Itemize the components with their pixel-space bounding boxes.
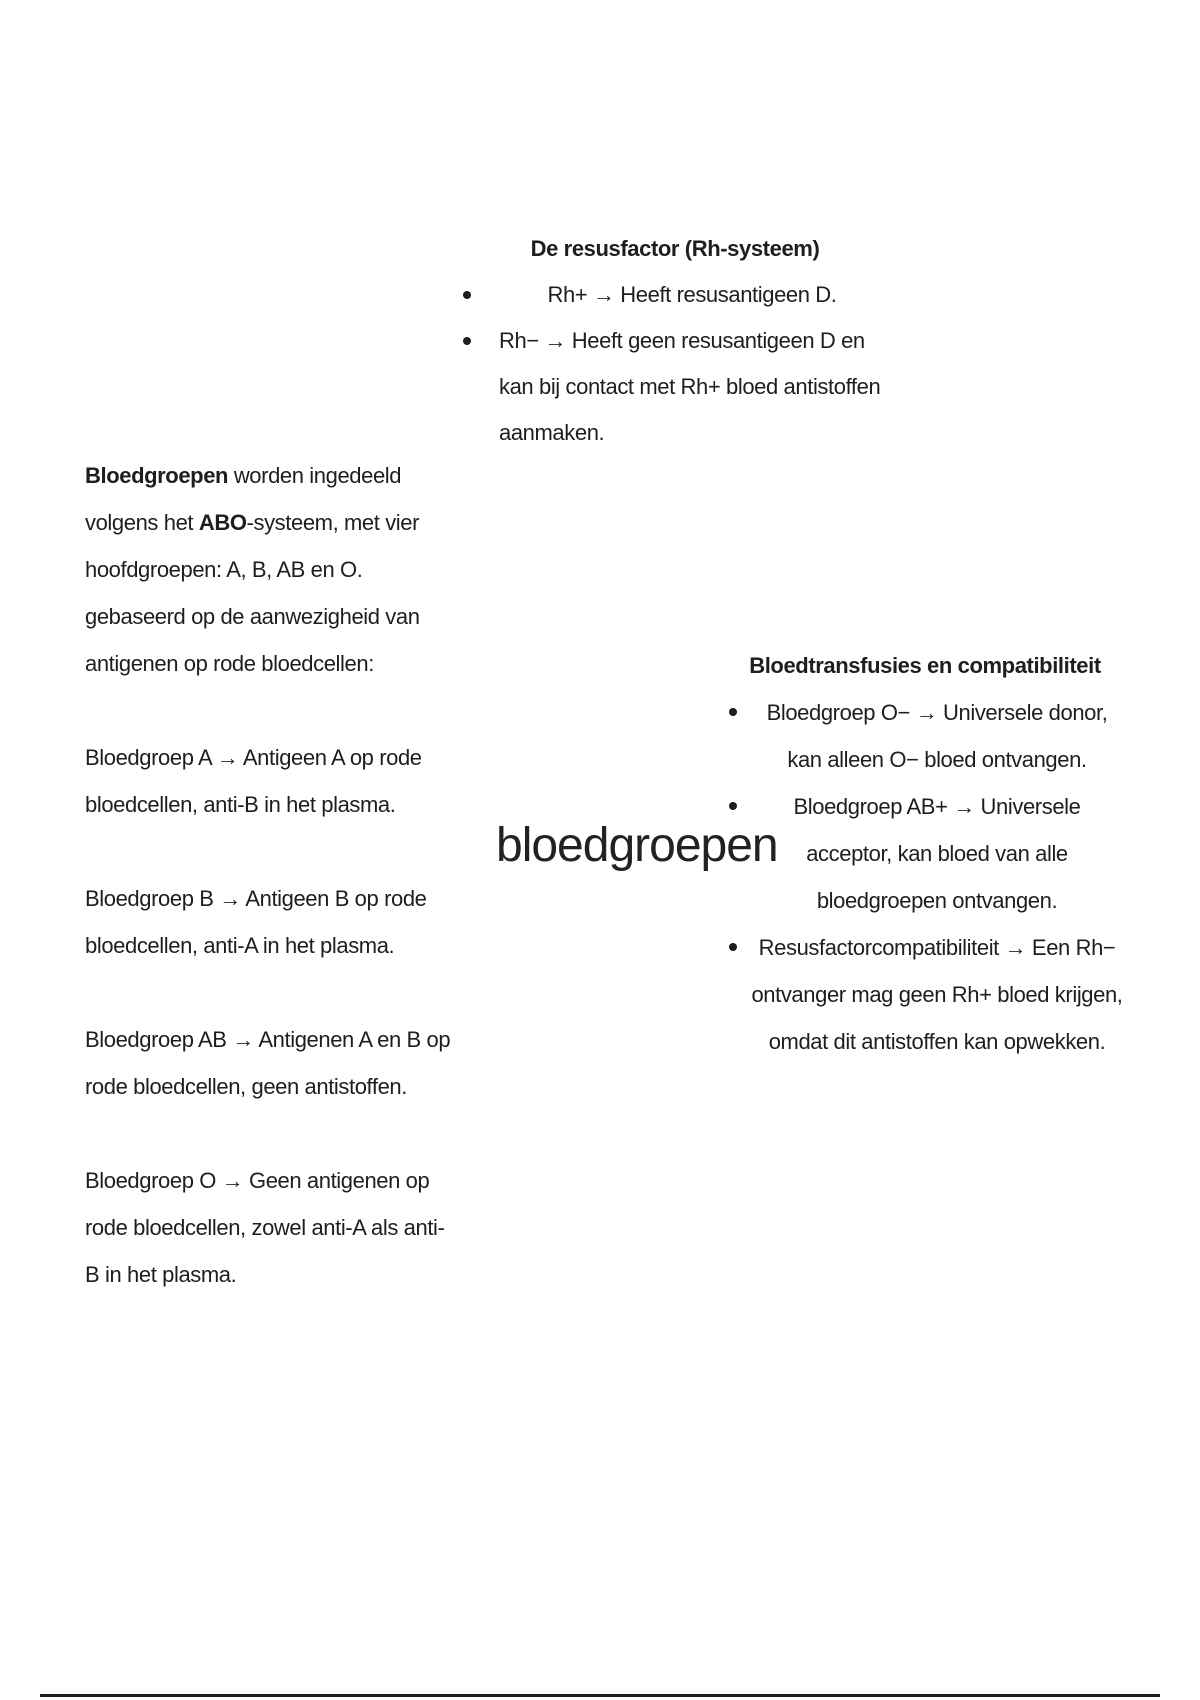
rh-factor-list (455, 272, 885, 456)
rh-factor-section (455, 226, 885, 456)
abo-section (85, 452, 455, 1345)
universal-acceptor-text: Bloedgroep AB+ → Universele acceptor, kan bloed van alle bloedgroepen ontvangen. (793, 794, 1081, 913)
bullet-icon (729, 708, 737, 716)
bloedgroep-a-text: Bloedgroep A → Antigeen A op rode bloedcellen, anti-B in het plasma. (85, 745, 422, 817)
rh-compatibility-text: Resusfactorcompatibiliteit → Een Rh− ontvanger mag geen Rh+ bloed krijgen, omdat dit antistoffen kan opwekken. (751, 935, 1123, 1054)
abo-intro (85, 452, 455, 687)
transfusion-section (725, 642, 1125, 1065)
bullet-icon (463, 337, 471, 345)
bloedgroep-ab-text: Bloedgroep AB → Antigenen A en B op rode bloedcellen, geen antistoffen. (85, 1027, 451, 1099)
central-topic-title: bloedgroepen (496, 819, 778, 872)
bottom-divider (40, 1694, 1160, 1697)
rh-factor-title: De resusfactor (Rh-systeem) (530, 236, 820, 261)
rh-negative-text: Rh− → Heeft geen resusantigeen D en kan bij contact met Rh+ bloed antistoffen aanmaken. (499, 328, 881, 445)
transfusion-list (725, 689, 1125, 1065)
abo-intro-text: worden ingedeeld volgens het (85, 463, 402, 535)
abo-intro-bold-bloedgroepen: Bloedgroepen (85, 463, 229, 488)
bullet-icon (463, 291, 471, 299)
transfusion-title: Bloedtransfusies en compatibiliteit (749, 653, 1101, 678)
rh-positive-text: Rh+ → Heeft resusantigeen D. (547, 282, 837, 307)
bloedgroep-o-text: Bloedgroep O → Geen antigenen op rode bloedcellen, zowel anti-A als anti-B in het plasma. (85, 1168, 445, 1287)
bullet-icon (729, 802, 737, 810)
list-item (455, 272, 885, 318)
bloedgroep-b-text: Bloedgroep B → Antigeen B op rode bloedcellen, anti-A in het plasma. (85, 886, 427, 958)
bullet-icon (729, 943, 737, 951)
universal-donor-text: Bloedgroep O− → Universele donor, kan alleen O− bloed ontvangen. (766, 700, 1108, 772)
list-item (455, 318, 885, 456)
list-item (725, 783, 1125, 924)
abo-intro-bold-abo: ABO (198, 510, 247, 535)
abo-intro-text-cont: -systeem, met vier hoofdgroepen: A, B, AB en O. gebaseerd op de aanwezigheid van antigenen op rode bloedcellen: (85, 510, 420, 676)
list-item (725, 924, 1125, 1065)
list-item (725, 689, 1125, 783)
